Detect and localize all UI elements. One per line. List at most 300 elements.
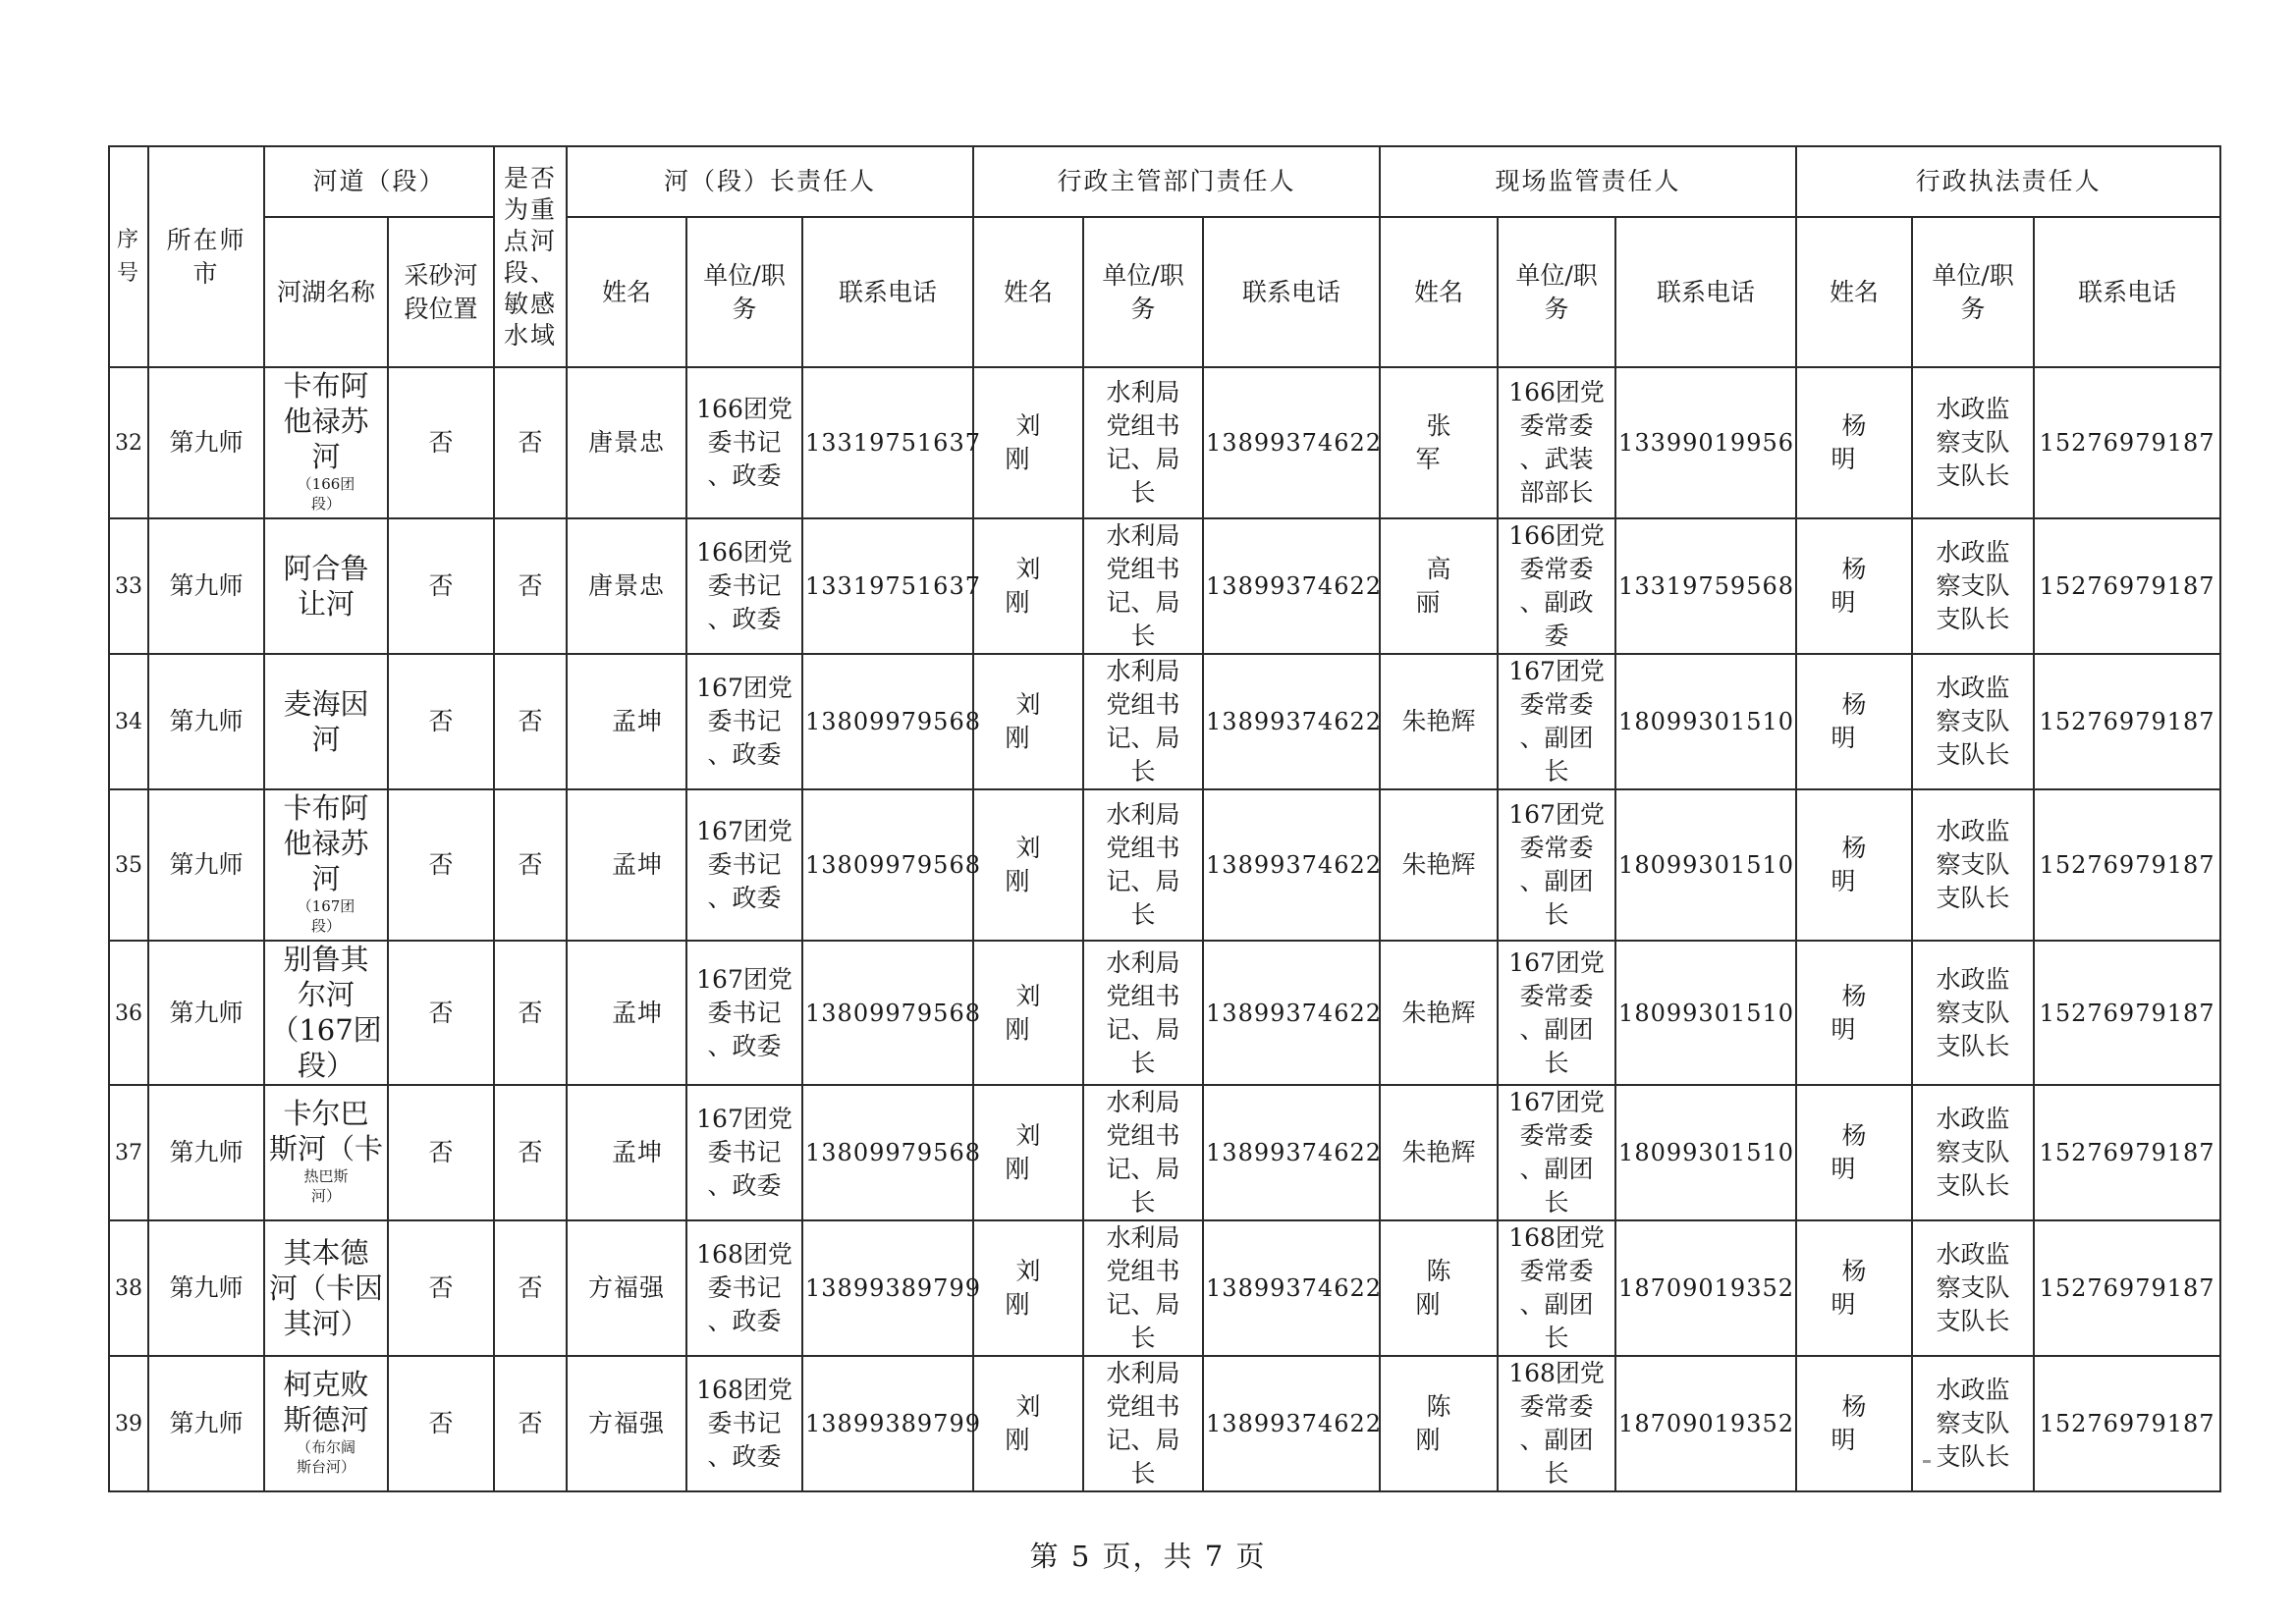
cell-site-phone <box>1615 1356 1796 1491</box>
cell-seq <box>109 654 148 789</box>
header-enforce: 行政执法责任人 <box>1796 146 2220 217</box>
value-sand: 否 <box>428 1409 454 1437</box>
cell-river <box>264 518 388 654</box>
cell-enf-unit <box>1912 654 2034 789</box>
cell-enf-name <box>1796 518 1912 654</box>
value-admin-name: 刘刚 <box>1005 981 1063 1044</box>
cell-chief-name <box>567 1220 686 1356</box>
value-site-phone: 18099301510 <box>1618 851 1795 879</box>
header-chief: 河（段）长责任人 <box>567 146 973 217</box>
header-chief-name: 姓名 <box>567 217 686 367</box>
cell-admin-name <box>973 941 1083 1085</box>
header-admin-phone: 联系电话 <box>1203 217 1380 367</box>
cell-enf-name <box>1796 941 1912 1085</box>
value-sand: 否 <box>428 707 454 735</box>
value-key: 否 <box>518 998 543 1027</box>
cell-admin-name <box>973 654 1083 789</box>
cell-key <box>494 1356 567 1491</box>
cell-chief-phone <box>802 1085 981 1220</box>
cell-admin-unit <box>1083 367 1203 518</box>
value-river: 别鲁其 尔河 （167团 段） <box>270 943 382 1082</box>
cell-chief-name <box>567 654 686 789</box>
cell-admin-phone <box>1203 1085 1380 1220</box>
value-division: 第九师 <box>169 998 244 1027</box>
cell-site-unit <box>1498 367 1615 518</box>
value-site-phone: 18099301510 <box>1618 708 1795 735</box>
cell-admin-phone <box>1203 654 1380 789</box>
value-admin-name: 刘刚 <box>1005 1257 1063 1319</box>
cell-enf-name <box>1796 367 1912 518</box>
cell-site-phone <box>1615 518 1796 654</box>
value-site-name: 陈刚 <box>1415 1392 1473 1454</box>
value-sand: 否 <box>428 1138 454 1166</box>
cell-site-name <box>1380 789 1498 941</box>
value-chief-phone: 13319751637 <box>805 429 981 457</box>
value-admin-phone: 13899374622 <box>1206 1410 1382 1437</box>
cell-chief-unit <box>686 518 802 654</box>
cell-enf-phone <box>2034 1220 2220 1356</box>
value-admin-phone: 13899374622 <box>1206 1274 1382 1302</box>
table-row <box>109 789 2220 941</box>
cell-admin-phone <box>1203 789 1380 941</box>
cell-division <box>148 1356 264 1491</box>
value-admin-unit: 水利局 党组书 记、局 长 <box>1106 800 1180 929</box>
value-sand: 否 <box>428 1273 454 1302</box>
value-chief-name: 孟坤 <box>612 850 664 879</box>
header-division: 所在师 市 <box>148 146 264 367</box>
cell-enf-name <box>1796 1220 1912 1356</box>
header-river-name: 河湖名称 <box>264 217 388 367</box>
value-chief-phone: 13809979568 <box>805 1139 981 1166</box>
value-enf-unit: 水政监 察支队 支队长 <box>1936 1105 2010 1200</box>
value-enf-phone: 15276979187 <box>2039 572 2215 600</box>
cell-division <box>148 941 264 1085</box>
cell-seq <box>109 1356 148 1491</box>
value-site-phone: 18709019352 <box>1618 1274 1795 1302</box>
value-site-phone: 18099301510 <box>1618 1139 1795 1166</box>
cell-chief-phone <box>802 367 981 518</box>
value-seq: 37 <box>115 1141 142 1165</box>
header-enf-phone: 联系电话 <box>2034 217 2220 367</box>
value-site-phone: 13399019956 <box>1618 429 1795 457</box>
cell-admin-name <box>973 1356 1083 1491</box>
value-seq: 35 <box>115 853 142 878</box>
cell-seq <box>109 941 148 1085</box>
table-body <box>109 367 2220 1491</box>
cell-site-name <box>1380 1085 1498 1220</box>
value-key: 否 <box>518 1409 543 1437</box>
value-chief-phone: 13809979568 <box>805 708 981 735</box>
cell-enf-unit <box>1912 518 2034 654</box>
cell-enf-unit <box>1912 941 2034 1085</box>
value-enf-name: 杨明 <box>1831 1392 1888 1454</box>
value-admin-phone: 13899374622 <box>1206 851 1382 879</box>
value-river-note: 热巴斯 河） <box>303 1167 349 1205</box>
value-chief-unit: 167团党 委书记 、政委 <box>696 1105 793 1200</box>
value-admin-name: 刘刚 <box>1005 555 1063 617</box>
cell-river <box>264 1220 388 1356</box>
cell-admin-phone <box>1203 518 1380 654</box>
cell-enf-phone <box>2034 789 2220 941</box>
value-sand: 否 <box>428 850 454 879</box>
value-seq: 36 <box>115 1001 142 1026</box>
value-site-phone: 18709019352 <box>1618 1410 1795 1437</box>
cell-site-unit <box>1498 1085 1615 1220</box>
value-site-name: 朱艳辉 <box>1401 850 1476 879</box>
cell-admin-phone <box>1203 367 1380 518</box>
value-enf-phone: 15276979187 <box>2039 1274 2215 1302</box>
scan-speck <box>1923 1460 1931 1463</box>
value-chief-unit: 167团党 委书记 、政委 <box>696 674 793 769</box>
cell-key <box>494 1220 567 1356</box>
header-chief-phone: 联系电话 <box>802 217 973 367</box>
value-chief-phone: 13809979568 <box>805 999 981 1027</box>
cell-enf-unit <box>1912 367 2034 518</box>
value-division: 第九师 <box>169 1409 244 1437</box>
value-site-unit: 166团党 委常委 、副政 委 <box>1508 521 1605 650</box>
value-division: 第九师 <box>169 428 244 457</box>
cell-chief-name <box>567 367 686 518</box>
value-seq: 34 <box>115 710 142 734</box>
cell-enf-name <box>1796 1085 1912 1220</box>
cell-chief-phone <box>802 518 981 654</box>
cell-seq <box>109 1220 148 1356</box>
header-enf-name: 姓名 <box>1796 217 1912 367</box>
header-chief-unit: 单位/职 务 <box>686 217 802 367</box>
value-river: 柯克败 斯德河 <box>283 1368 369 1436</box>
cell-river <box>264 1085 388 1220</box>
value-admin-name: 刘刚 <box>1005 1392 1063 1454</box>
cell-key <box>494 654 567 789</box>
cell-chief-phone <box>802 1356 981 1491</box>
value-admin-unit: 水利局 党组书 记、局 长 <box>1106 521 1180 650</box>
cell-enf-phone <box>2034 367 2220 518</box>
value-enf-name: 杨明 <box>1831 555 1888 617</box>
cell-chief-name <box>567 1356 686 1491</box>
value-enf-phone: 15276979187 <box>2039 429 2215 457</box>
value-admin-unit: 水利局 党组书 记、局 长 <box>1106 1359 1180 1488</box>
value-sand: 否 <box>428 571 454 600</box>
cell-seq <box>109 518 148 654</box>
cell-site-phone <box>1615 367 1796 518</box>
table-row <box>109 518 2220 654</box>
cell-chief-name <box>567 941 686 1085</box>
value-site-unit: 166团党 委常委 、武装 部部长 <box>1508 378 1605 507</box>
value-division: 第九师 <box>169 1273 244 1302</box>
value-key: 否 <box>518 1138 543 1166</box>
table-row <box>109 1220 2220 1356</box>
page-footer <box>0 1535 2296 1575</box>
value-river: 阿合鲁 让河 <box>283 551 369 621</box>
cell-seq <box>109 789 148 941</box>
value-river-note: （167团 段） <box>297 897 355 935</box>
value-site-name: 朱艳辉 <box>1401 707 1476 735</box>
value-site-unit: 167团党 委常委 、副团 长 <box>1508 657 1605 785</box>
cell-chief-phone <box>802 789 981 941</box>
cell-key <box>494 367 567 518</box>
value-enf-name: 杨明 <box>1831 981 1888 1044</box>
value-enf-unit: 水政监 察支队 支队长 <box>1936 1240 2010 1335</box>
value-admin-unit: 水利局 党组书 记、局 长 <box>1106 947 1180 1077</box>
cell-admin-unit <box>1083 654 1203 789</box>
header-admin-name: 姓名 <box>973 217 1083 367</box>
value-site-name: 陈刚 <box>1415 1257 1473 1319</box>
cell-sand <box>388 1085 494 1220</box>
value-key: 否 <box>518 428 543 457</box>
header-admin-unit: 单位/职 务 <box>1083 217 1203 367</box>
cell-division <box>148 518 264 654</box>
value-site-unit: 168团党 委常委 、副团 长 <box>1508 1359 1605 1488</box>
value-admin-phone: 13899374622 <box>1206 999 1382 1027</box>
value-division: 第九师 <box>169 850 244 879</box>
cell-key <box>494 1085 567 1220</box>
table-row <box>109 1356 2220 1491</box>
table-row <box>109 941 2220 1085</box>
header-site-phone: 联系电话 <box>1615 217 1796 367</box>
value-enf-unit: 水政监 察支队 支队长 <box>1936 817 2010 912</box>
header-river-group: 河道（段） <box>264 146 494 217</box>
cell-chief-unit <box>686 1220 802 1356</box>
cell-site-phone <box>1615 941 1796 1085</box>
cell-admin-phone <box>1203 1220 1380 1356</box>
value-enf-name: 杨明 <box>1831 1121 1888 1183</box>
value-admin-unit: 水利局 党组书 记、局 长 <box>1106 657 1180 785</box>
value-river: 卡尔巴 斯河（卡 <box>268 1097 383 1165</box>
value-admin-name: 刘刚 <box>1005 834 1063 895</box>
value-admin-unit: 水利局 党组书 记、局 长 <box>1106 1088 1180 1217</box>
cell-river <box>264 1356 388 1491</box>
cell-site-name <box>1380 367 1498 518</box>
cell-chief-name <box>567 518 686 654</box>
cell-enf-phone <box>2034 941 2220 1085</box>
table-row <box>109 1085 2220 1220</box>
cell-site-name <box>1380 518 1498 654</box>
value-chief-phone: 13899389799 <box>805 1274 981 1302</box>
value-key: 否 <box>518 850 543 879</box>
value-enf-phone: 15276979187 <box>2039 851 2215 879</box>
value-river: 麦海因 河 <box>283 686 369 756</box>
value-enf-phone: 15276979187 <box>2039 708 2215 735</box>
value-river-note: （布尔阔 斯台河） <box>296 1438 355 1476</box>
cell-enf-name <box>1796 1356 1912 1491</box>
table-row <box>109 654 2220 789</box>
value-chief-phone: 13899389799 <box>805 1410 981 1437</box>
value-key: 否 <box>518 707 543 735</box>
cell-site-unit <box>1498 518 1615 654</box>
value-chief-unit: 168团党 委书记 、政委 <box>696 1376 793 1471</box>
roster-sheet <box>108 145 2219 1492</box>
cell-admin-unit <box>1083 1220 1203 1356</box>
value-enf-unit: 水政监 察支队 支队长 <box>1936 964 2010 1060</box>
cell-admin-name <box>973 367 1083 518</box>
value-site-unit: 167团党 委常委 、副团 长 <box>1508 947 1605 1077</box>
value-division: 第九师 <box>169 571 244 600</box>
value-river: 其本德 河（卡因 其河） <box>268 1235 383 1340</box>
value-chief-name: 方福强 <box>588 1273 666 1302</box>
value-enf-name: 杨明 <box>1831 1257 1888 1319</box>
cell-key <box>494 789 567 941</box>
cell-river <box>264 367 388 518</box>
cell-chief-unit <box>686 1356 802 1491</box>
value-admin-unit: 水利局 党组书 记、局 长 <box>1106 378 1180 507</box>
cell-site-unit <box>1498 1220 1615 1356</box>
cell-seq <box>109 1085 148 1220</box>
cell-admin-unit <box>1083 789 1203 941</box>
cell-key <box>494 518 567 654</box>
value-enf-name: 杨明 <box>1831 834 1888 895</box>
cell-admin-unit <box>1083 1085 1203 1220</box>
value-site-unit: 167团党 委常委 、副团 长 <box>1508 800 1605 929</box>
cell-chief-unit <box>686 789 802 941</box>
value-chief-unit: 167团党 委书记 、政委 <box>696 817 793 912</box>
value-admin-phone: 13899374622 <box>1206 1139 1382 1166</box>
header-row-sub <box>109 217 2220 367</box>
header-site: 现场监管责任人 <box>1380 146 1796 217</box>
value-chief-name: 孟坤 <box>612 998 664 1027</box>
value-site-unit: 168团党 委常委 、副团 长 <box>1508 1223 1605 1352</box>
value-site-name: 朱艳辉 <box>1401 1138 1476 1166</box>
cell-chief-unit <box>686 941 802 1085</box>
cell-key <box>494 941 567 1085</box>
value-admin-unit: 水利局 党组书 记、局 长 <box>1106 1223 1180 1352</box>
cell-admin-name <box>973 1085 1083 1220</box>
cell-river <box>264 789 388 941</box>
cell-site-unit <box>1498 941 1615 1085</box>
cell-sand <box>388 1220 494 1356</box>
cell-enf-phone <box>2034 1085 2220 1220</box>
value-river: 卡布阿 他禄苏 河 <box>283 791 369 895</box>
value-division: 第九师 <box>169 1138 244 1166</box>
cell-chief-unit <box>686 1085 802 1220</box>
cell-division <box>148 1085 264 1220</box>
value-site-name: 朱艳辉 <box>1401 998 1476 1027</box>
value-seq: 39 <box>115 1412 142 1436</box>
cell-enf-unit <box>1912 1356 2034 1491</box>
cell-site-name <box>1380 941 1498 1085</box>
value-chief-unit: 166团党 委书记 、政委 <box>696 395 793 490</box>
cell-site-unit <box>1498 1356 1615 1491</box>
value-river-note: （166团 段） <box>297 475 355 513</box>
cell-chief-name <box>567 1085 686 1220</box>
cell-enf-phone <box>2034 654 2220 789</box>
value-seq: 38 <box>115 1276 142 1301</box>
value-enf-phone: 15276979187 <box>2039 1139 2215 1166</box>
responsibility-table <box>108 145 2221 1492</box>
cell-site-phone <box>1615 789 1796 941</box>
value-enf-unit: 水政监 察支队 支队长 <box>1936 395 2010 490</box>
cell-site-name <box>1380 1356 1498 1491</box>
value-seq: 33 <box>115 574 142 599</box>
value-admin-phone: 13899374622 <box>1206 708 1382 735</box>
value-admin-phone: 13899374622 <box>1206 429 1382 457</box>
header-seq: 序 号 <box>109 146 148 367</box>
cell-sand <box>388 789 494 941</box>
header-site-name: 姓名 <box>1380 217 1498 367</box>
cell-chief-name <box>567 789 686 941</box>
cell-admin-unit <box>1083 518 1203 654</box>
cell-river <box>264 654 388 789</box>
value-seq: 32 <box>115 431 142 456</box>
value-key: 否 <box>518 1273 543 1302</box>
cell-admin-unit <box>1083 941 1203 1085</box>
value-enf-phone: 15276979187 <box>2039 1410 2215 1437</box>
cell-enf-phone <box>2034 518 2220 654</box>
cell-enf-unit <box>1912 789 2034 941</box>
header-admin: 行政主管部门责任人 <box>973 146 1380 217</box>
value-chief-unit: 166团党 委书记 、政委 <box>696 538 793 633</box>
header-key-section: 是否 为重 点河 段、 敏感 水域 <box>494 146 567 367</box>
cell-site-phone <box>1615 654 1796 789</box>
cell-admin-name <box>973 518 1083 654</box>
value-site-name: 高丽 <box>1415 555 1473 617</box>
value-enf-phone: 15276979187 <box>2039 999 2215 1027</box>
cell-site-phone <box>1615 1220 1796 1356</box>
cell-site-phone <box>1615 1085 1796 1220</box>
cell-division <box>148 789 264 941</box>
value-site-name: 张军 <box>1415 411 1473 473</box>
value-admin-phone: 13899374622 <box>1206 572 1382 600</box>
cell-river <box>264 941 388 1085</box>
cell-enf-phone <box>2034 1356 2220 1491</box>
cell-enf-name <box>1796 789 1912 941</box>
value-sand: 否 <box>428 998 454 1027</box>
cell-division <box>148 1220 264 1356</box>
cell-seq <box>109 367 148 518</box>
table-row <box>109 367 2220 518</box>
cell-site-name <box>1380 654 1498 789</box>
header-site-unit: 单位/职 务 <box>1498 217 1615 367</box>
value-site-phone: 18099301510 <box>1618 999 1795 1027</box>
value-site-phone: 13319759568 <box>1618 572 1795 600</box>
cell-admin-phone <box>1203 1356 1380 1491</box>
value-chief-unit: 168团党 委书记 、政委 <box>696 1240 793 1335</box>
value-admin-name: 刘刚 <box>1005 411 1063 473</box>
value-enf-unit: 水政监 察支队 支队长 <box>1936 674 2010 769</box>
value-enf-name: 杨明 <box>1831 411 1888 473</box>
value-site-unit: 167团党 委常委 、副团 长 <box>1508 1088 1605 1217</box>
cell-site-name <box>1380 1220 1498 1356</box>
header-row-main <box>109 146 2220 217</box>
value-enf-unit: 水政监 察支队 支队长 <box>1936 1376 2010 1471</box>
cell-admin-name <box>973 789 1083 941</box>
cell-admin-phone <box>1203 941 1380 1085</box>
cell-admin-unit <box>1083 1356 1203 1491</box>
value-chief-unit: 167团党 委书记 、政委 <box>696 964 793 1060</box>
cell-sand <box>388 367 494 518</box>
header-sand-location: 采砂河 段位置 <box>388 217 494 367</box>
cell-enf-unit <box>1912 1220 2034 1356</box>
value-chief-phone: 13809979568 <box>805 851 981 879</box>
value-sand: 否 <box>428 428 454 457</box>
cell-site-unit <box>1498 654 1615 789</box>
cell-division <box>148 654 264 789</box>
value-division: 第九师 <box>169 707 244 735</box>
value-admin-name: 刘刚 <box>1005 1121 1063 1183</box>
value-enf-unit: 水政监 察支队 支队长 <box>1936 538 2010 633</box>
cell-chief-unit <box>686 654 802 789</box>
cell-sand <box>388 518 494 654</box>
value-key: 否 <box>518 571 543 600</box>
value-chief-name: 方福强 <box>588 1409 666 1437</box>
value-admin-name: 刘刚 <box>1005 690 1063 752</box>
page-number: 第 5 页，共 7 页 <box>1029 1540 1267 1573</box>
cell-chief-phone <box>802 1220 981 1356</box>
cell-enf-unit <box>1912 1085 2034 1220</box>
value-river: 卡布阿 他禄苏 河 <box>283 369 369 473</box>
cell-enf-name <box>1796 654 1912 789</box>
cell-sand <box>388 1356 494 1491</box>
value-chief-name: 孟坤 <box>612 707 664 735</box>
